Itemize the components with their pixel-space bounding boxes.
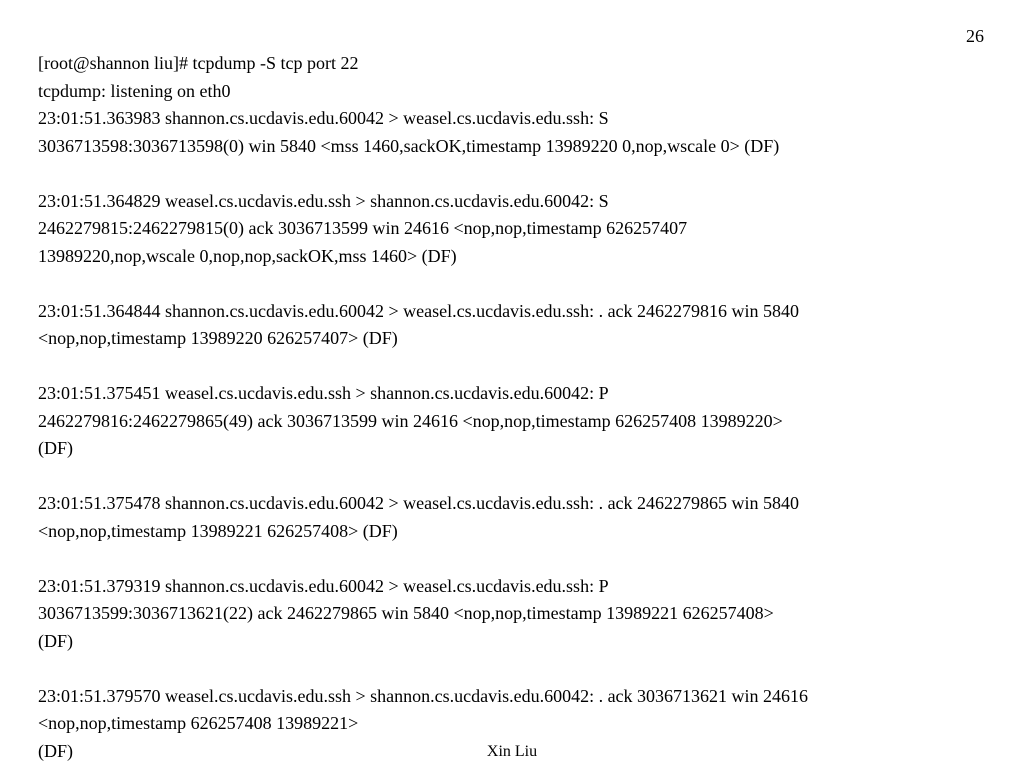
packet-line: 23:01:51.375478 shannon.cs.ucdavis.edu.60042 > weasel.cs.ucdavis.edu.ssh: . ack 2462279865 win 5840 — [38, 493, 800, 513]
blank-line — [38, 160, 1018, 188]
blank-line — [38, 655, 1018, 683]
packet-line: 23:01:51.363983 shannon.cs.ucdavis.edu.60042 > weasel.cs.ucdavis.edu.ssh: S — [38, 108, 609, 128]
command-line: [root@shannon liu]# tcpdump -S tcp port 22 — [38, 53, 359, 73]
packet-line: 23:01:51.379570 weasel.cs.ucdavis.edu.ssh > shannon.cs.ucdavis.edu.60042: . ack 3036713621 win 24616 — [38, 685, 809, 706]
packet-line: 13989220,nop,wscale 0,nop,nop,sackOK,mss 1460> (DF) — [38, 245, 457, 266]
blank-line — [38, 270, 1018, 298]
packet-line: (DF) — [38, 630, 73, 651]
packet-list — [38, 105, 1018, 765]
page-number: 26 — [966, 26, 984, 46]
packet-line: 3036713599:3036713621(22) ack 2462279865 win 5840 <nop,nop,timestamp 13989221 626257408> — [38, 603, 774, 623]
packet-line: <nop,nop,timestamp 626257408 13989221> — [38, 713, 359, 733]
packet-line: 23:01:51.364829 weasel.cs.ucdavis.edu.ssh > shannon.cs.ucdavis.edu.60042: S — [38, 190, 609, 211]
packet-line: <nop,nop,timestamp 13989220 626257407> (DF) — [38, 328, 398, 348]
packet-line: 23:01:51.375451 weasel.cs.ucdavis.edu.ssh > shannon.cs.ucdavis.edu.60042: P — [38, 383, 609, 403]
packet-line: 23:01:51.364844 shannon.cs.ucdavis.edu.60042 > weasel.cs.ucdavis.edu.ssh: . ack 2462279816 win 5840 — [38, 300, 800, 321]
packet-line: 2462279816:2462279865(49) ack 3036713599 win 24616 <nop,nop,timestamp 626257408 13989220> — [38, 410, 783, 431]
packet-entry — [38, 573, 1018, 656]
packet-line: (DF) — [38, 740, 73, 761]
packet-line: 23:01:51.379319 shannon.cs.ucdavis.edu.60042 > weasel.cs.ucdavis.edu.ssh: P — [38, 575, 609, 596]
packet-line: (DF) — [38, 438, 73, 458]
packet-entry — [38, 380, 1018, 463]
blank-line — [38, 353, 1018, 381]
packet-line: 2462279815:2462279815(0) ack 3036713599 win 24616 <nop,nop,timestamp 626257407 — [38, 218, 688, 238]
tcpdump-output — [38, 50, 1018, 765]
footer-author: Xin Liu — [486, 743, 538, 760]
blank-line — [38, 545, 1018, 573]
packet-line: 3036713598:3036713598(0) win 5840 <mss 1460,sackOK,timestamp 13989220 0,nop,wscale 0> (DF) — [38, 135, 780, 156]
packet-entry — [38, 105, 1018, 160]
packet-entry — [38, 298, 1018, 353]
packet-line: <nop,nop,timestamp 13989221 626257408> (DF) — [38, 520, 398, 541]
blank-line — [38, 463, 1018, 491]
packet-entry — [38, 490, 1018, 545]
listening-line: tcpdump: listening on eth0 — [38, 80, 231, 101]
packet-entry — [38, 188, 1018, 271]
